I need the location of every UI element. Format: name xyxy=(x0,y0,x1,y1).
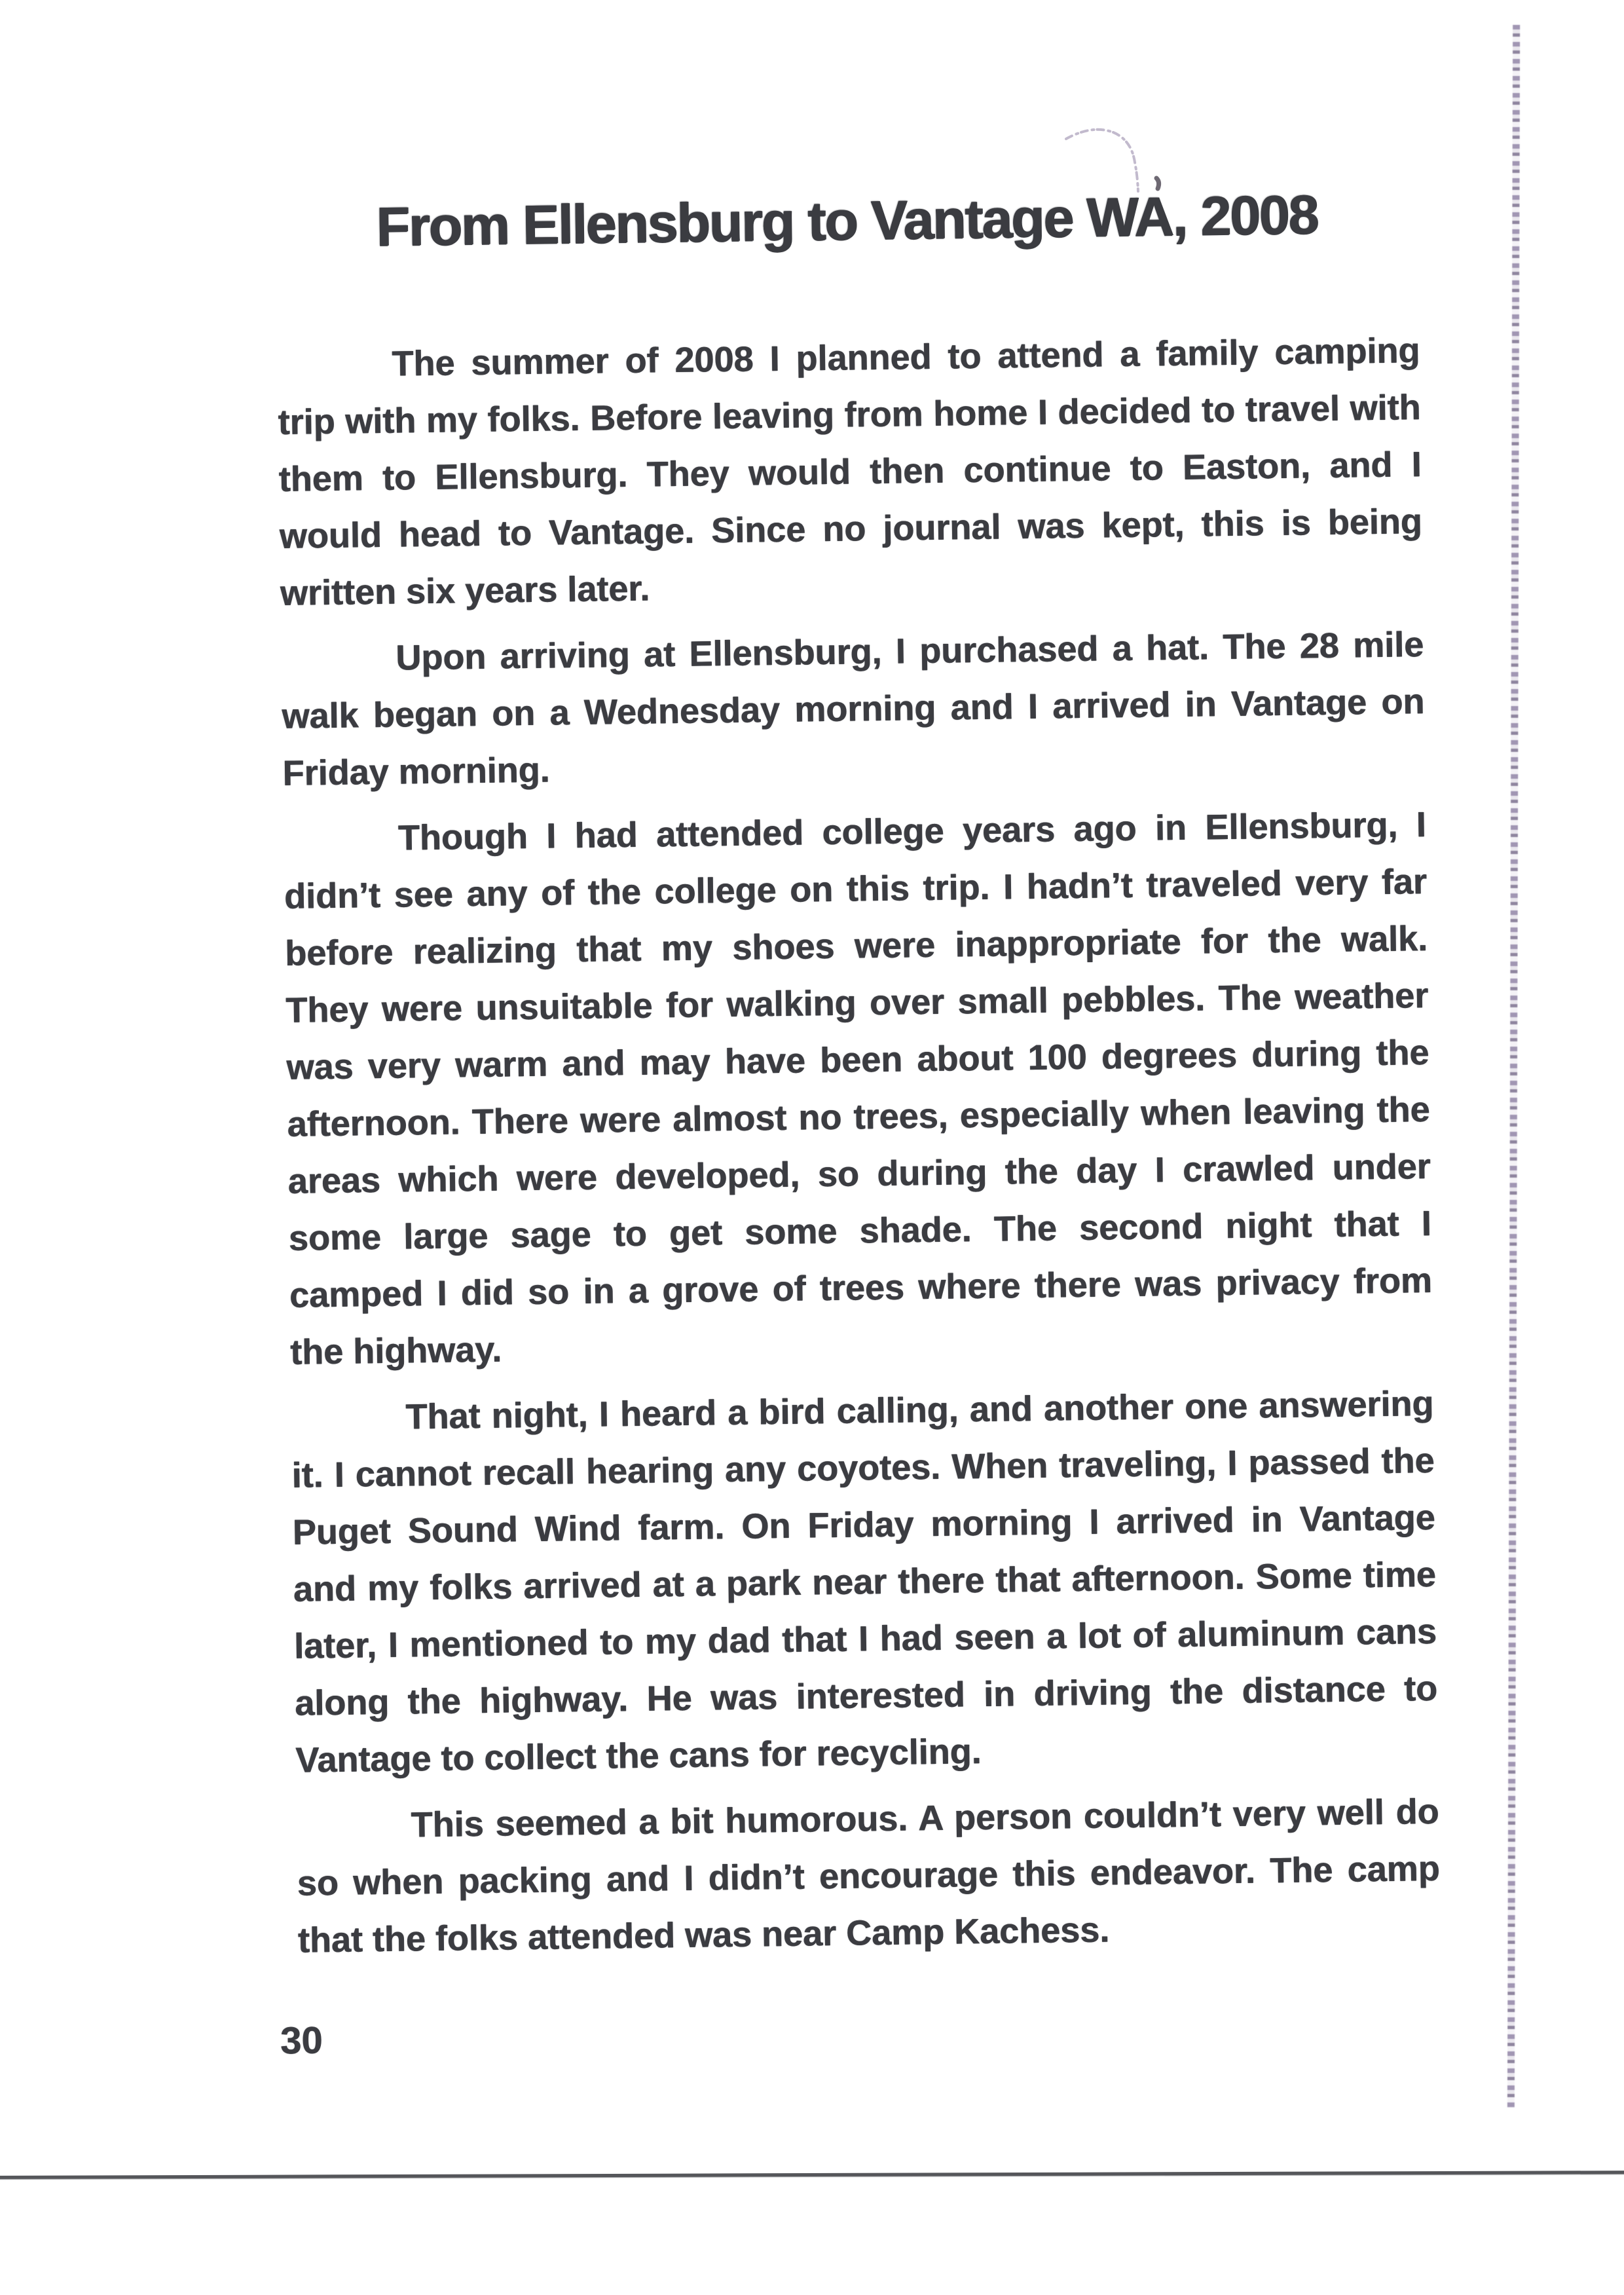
paragraph-2: Upon arriving at Ellensburg, I purchased a hat. The 28 mile walk began on a Wednesday morning and I arrived in Vantage on Friday morning. xyxy=(282,625,1425,793)
paragraph-4: That night, I heard a bird calling, and another one answering it. I cannot recall hearing any coyotes. When traveling, I passed the Puget Sound Wind farm. On Friday morning I arrived in Vantage and my folks arrived at a park near there that afternoon. Some time later, I mentioned to my dad that I had seen a lot of aluminum cans along the highway. He was interested in driving the distance to Vantage to collect the cans for recycling. xyxy=(291,1384,1438,1780)
paragraph-1: The summer of 2008 I planned to attend a family camping trip with my folks. Before leaving from home I decided to travel with them to Ellensburg. They would then continue to Easton, and I would head to Vantage. Since no journal was kept, this is being written six years later. xyxy=(278,331,1423,613)
page-title: From Ellensburg to Vantage WA, 2008 xyxy=(375,183,1318,257)
page-number: 30 xyxy=(280,2019,323,2062)
body-text xyxy=(277,322,1441,1969)
scan-artifact-vertical-line xyxy=(1507,25,1520,2108)
paragraph-3: Though I had attended college years ago in Ellensburg, I didn’t see any of the college on this trip. I hadn’t traveled very far before realizing that my shoes were inappropriate for the walk. They were unsuitable for walking over small pebbles. The weather was very warm and may have been about 100 degrees during the afternoon. There were almost no trees, especially when leaving the areas which were developed, so during the day I crawled under some large sage to get some shade. The second night that I camped I did so in a grove of trees where there was privacy from the highway. xyxy=(284,805,1433,1372)
scan-artifact-horizontal-line xyxy=(0,2171,1624,2179)
paragraph-5: This seemed a bit humorous. A person couldn’t very well do so when packing and I didn’t encourage this endeavor. The camp that the folks attended was near Camp Kachess. xyxy=(297,1791,1440,1960)
document-content xyxy=(275,181,1441,1979)
